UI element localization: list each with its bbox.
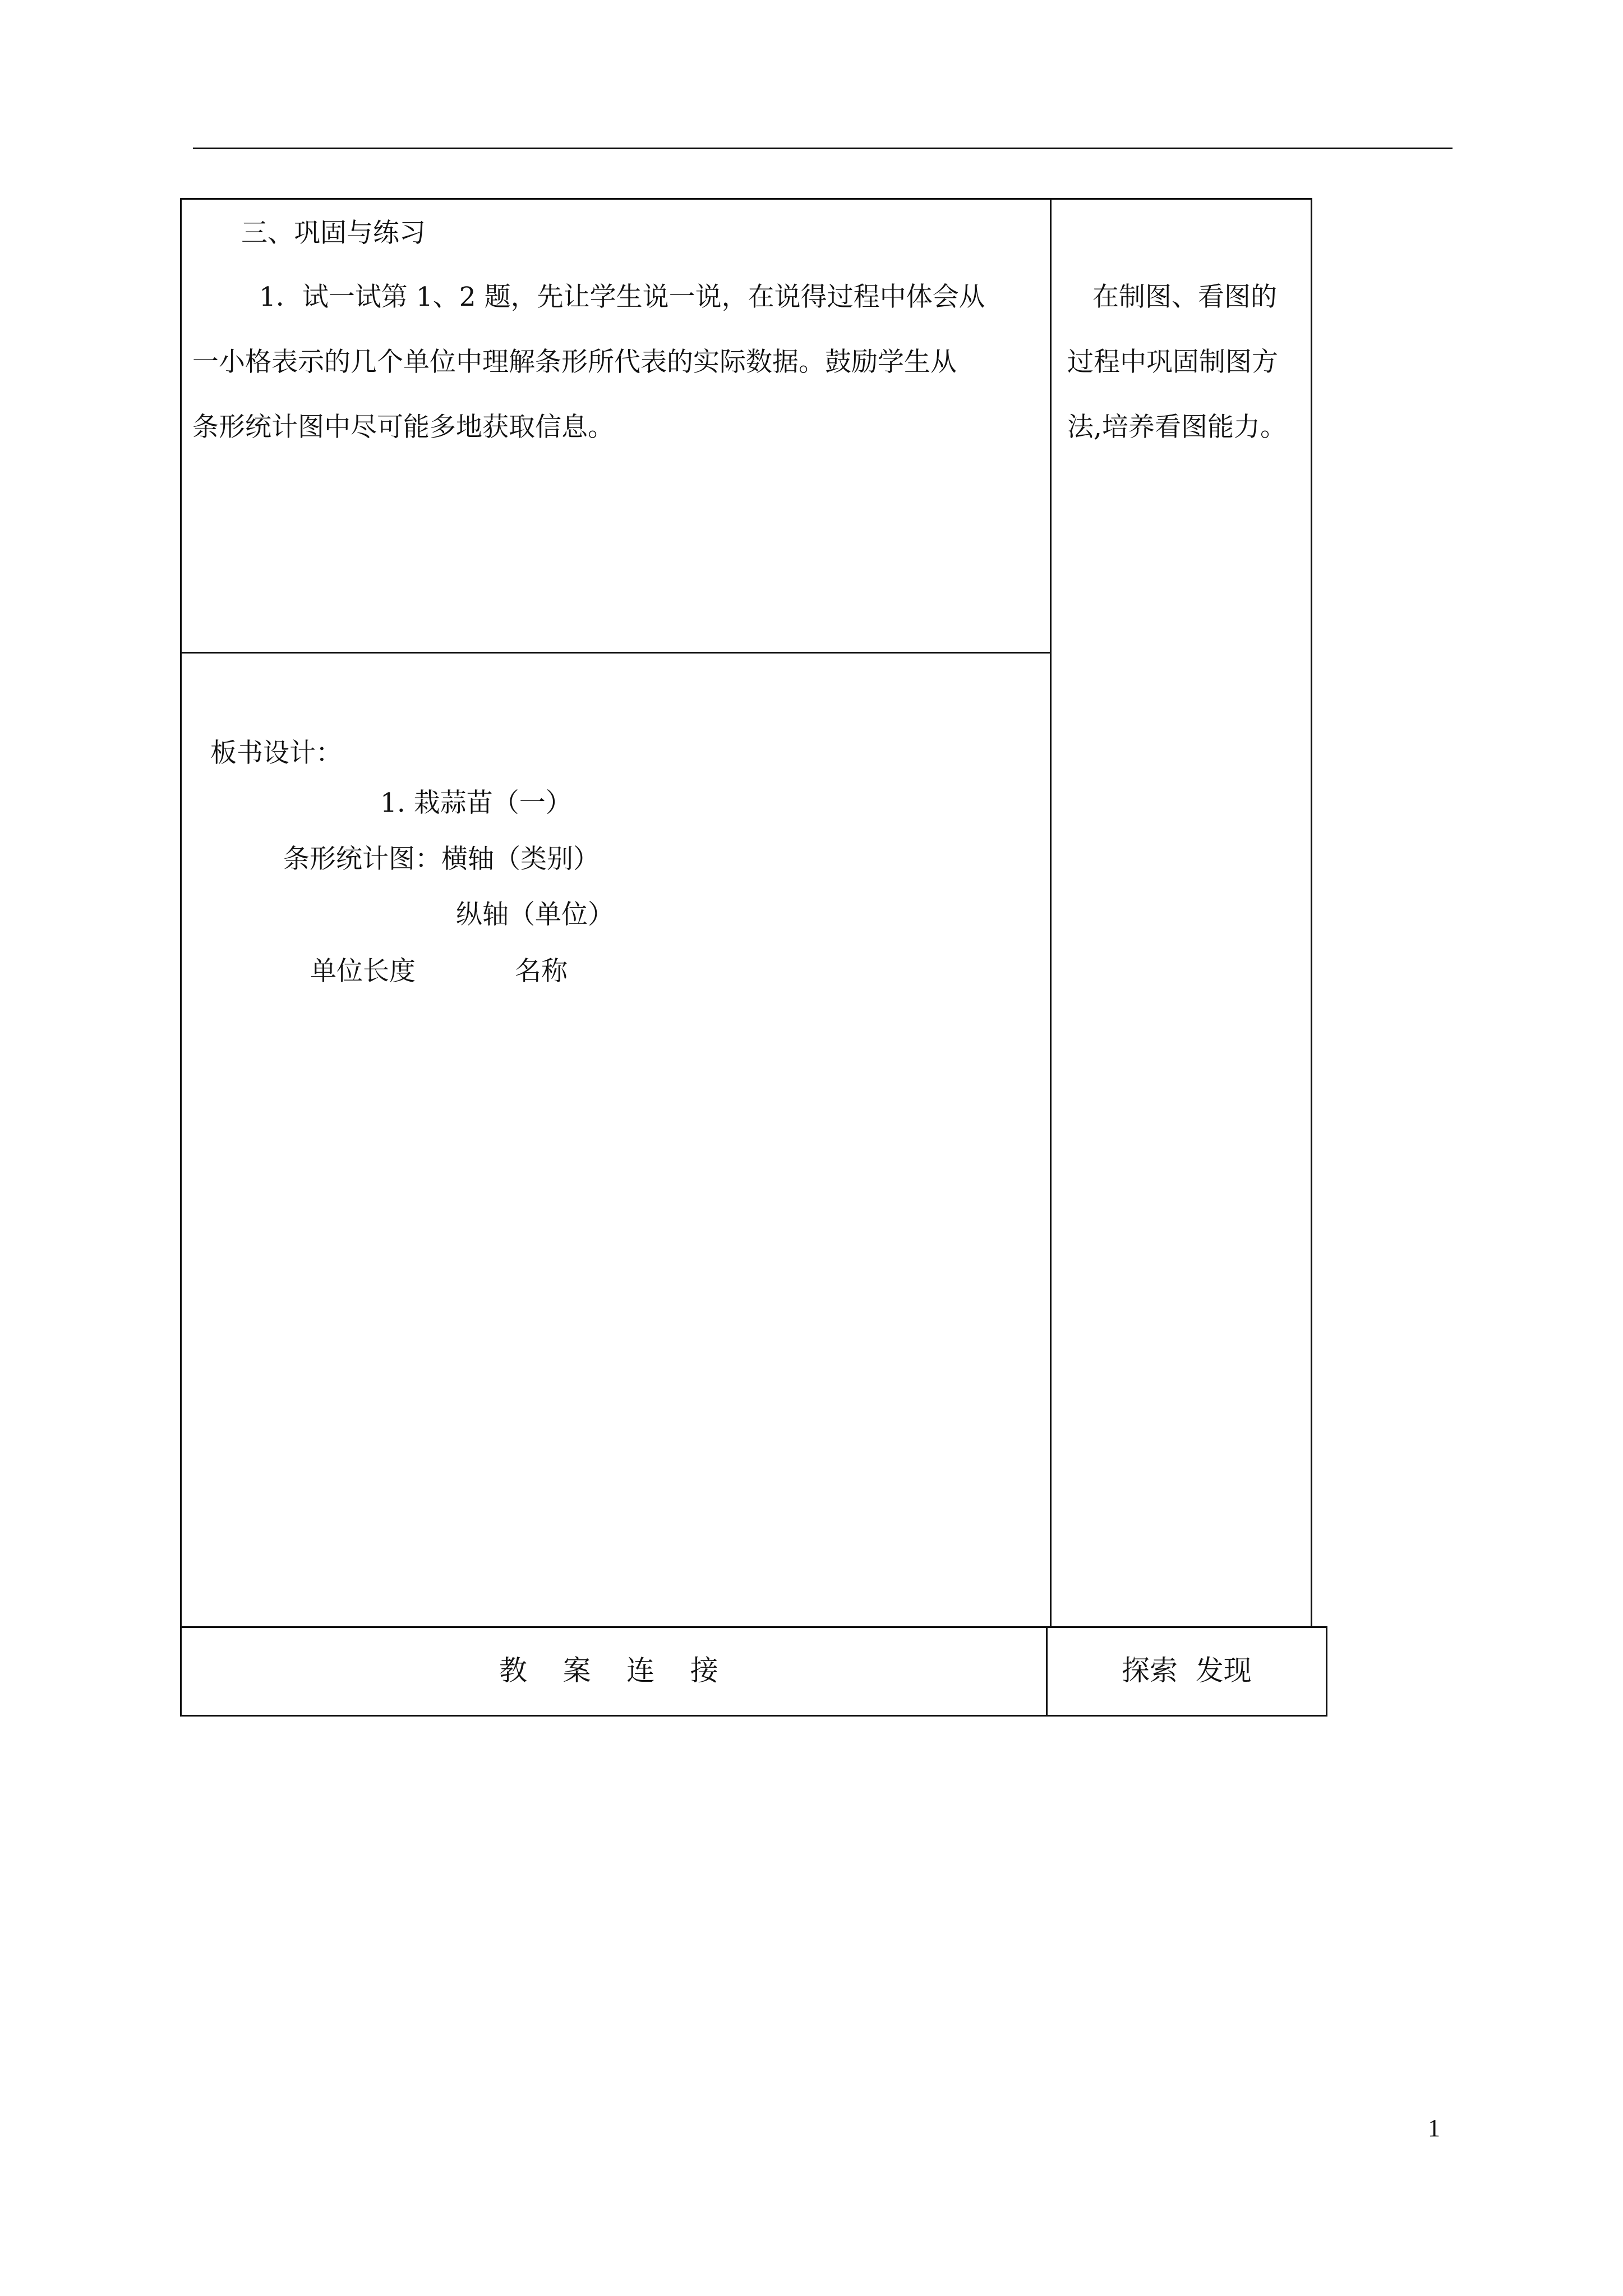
footer-border-bottom xyxy=(180,1715,1327,1717)
exercise-text-line-3: 条形统计图中尽可能多地获取信息。 xyxy=(192,412,614,443)
footer-right-label: 探索 发现 xyxy=(1122,1654,1252,1687)
footer-column-divider xyxy=(1046,1626,1048,1717)
page-number: 1 xyxy=(1428,2114,1440,2142)
footer-left-label: 教 案 连 接 xyxy=(499,1654,718,1687)
table-border-right xyxy=(1311,198,1312,1627)
footer-border-right xyxy=(1326,1626,1327,1717)
board-design-title: 1. 栽蒜苗（一） xyxy=(380,788,572,818)
side-note-line-3: 法,培养看图能力。 xyxy=(1067,412,1287,443)
side-note-line-1: 在制图、看图的 xyxy=(1092,282,1277,312)
side-note-line-2: 过程中巩固制图方 xyxy=(1067,347,1278,378)
bar-chart-axis-label: 条形统计图：横轴（类别） xyxy=(283,844,600,875)
table-border-left xyxy=(180,198,182,1717)
table-border-top xyxy=(180,198,1312,200)
exercise-text-line-2: 一小格表示的几个单位中理解条形所代表的实际数据。鼓励学生从 xyxy=(192,347,957,378)
name-label: 名称 xyxy=(515,956,568,987)
exercise-text-line-1: 1．试一试第 1、2 题，先让学生说一说，在说得过程中体会从 xyxy=(259,282,985,312)
table-column-divider xyxy=(1050,198,1052,1627)
unit-length-label: 单位长度 xyxy=(310,956,416,987)
header-rule xyxy=(193,148,1453,149)
footer-border-top xyxy=(180,1626,1327,1628)
section-title: 三、巩固与练习 xyxy=(241,218,426,249)
table-row-divider xyxy=(180,652,1052,654)
vertical-axis-label: 纵轴（单位） xyxy=(456,899,614,930)
board-design-label: 板书设计： xyxy=(210,738,342,769)
